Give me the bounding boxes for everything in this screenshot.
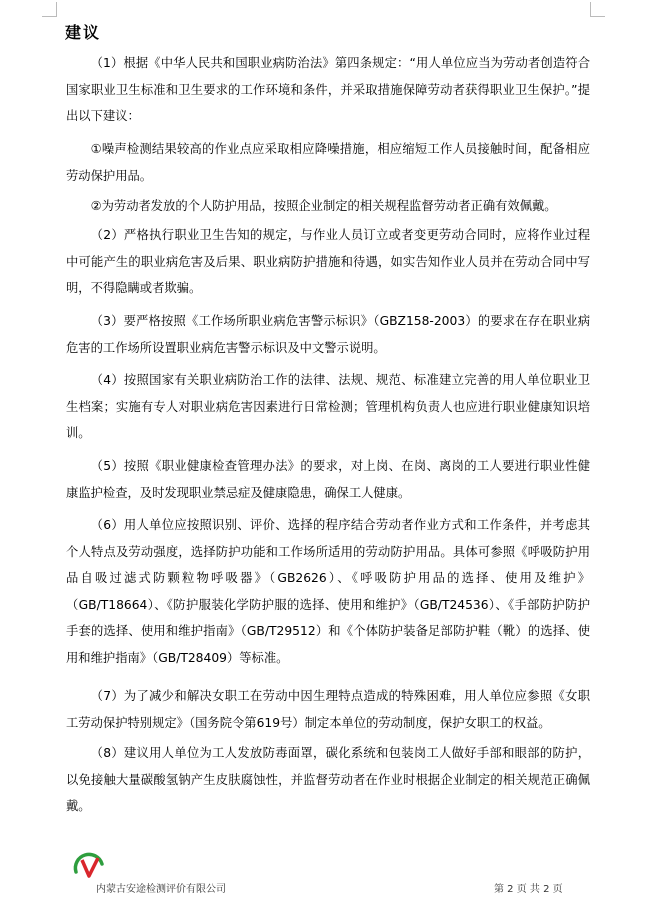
paragraph-7: （7）为了减少和解决女职工在劳动中因生理特点造成的特殊困难，用人单位应参照《女职工劳动保护特别规定》（国务院令第619号）制定本单位的劳动制度，保护女职工的权益。 xyxy=(66,689,590,730)
paragraph-1: （1）根据《中华人民共和国职业病防治法》第四条规定：“用人单位应当为劳动者创造符合国家职业卫生标准和卫生要求的工作环境和条件，并采取措施保障劳动者获得职业卫生保护。”提出以下建议： xyxy=(66,56,590,123)
page-corner-mark-right xyxy=(590,2,605,17)
section-heading: 建议 xyxy=(65,23,102,42)
page-corner-mark-left xyxy=(42,2,57,17)
company-logo-icon xyxy=(72,850,106,882)
paragraph-3: （3）要严格按照《工作场所职业病危害警示标识》（GBZ158-2003）的要求在存在职业病危害的工作场所设置职业病危害警示标识及中文警示说明。 xyxy=(66,314,590,355)
paragraph-1b: ②为劳动者发放的个人防护用品，按照企业制定的相关规程监督劳动者正确有效佩戴。 xyxy=(90,199,557,213)
paragraph-5: （5）按照《职业健康检查管理办法》的要求，对上岗、在岗、离岗的工人要进行职业性健康监护检查，及时发现职业禁忌症及健康隐患，确保工人健康。 xyxy=(66,459,590,500)
paragraph-2: （2）严格执行职业卫生告知的规定，与作业人员订立或者变更劳动合同时，应将作业过程中可能产生的职业病危害及后果、职业病防护措施和待遇，如实告知作业人员并在劳动合同中写明，不得隐瞒或者欺骗。 xyxy=(66,228,590,295)
paragraph-4: （4）按照国家有关职业病防治工作的法律、法规、规范、标准建立完善的用人单位职业卫生档案；实施有专人对职业病危害因素进行日常检测；管理机构负责人也应进行职业健康知识培训。 xyxy=(66,373,590,440)
footer-page-number: 第 2 页 共 2 页 xyxy=(494,884,563,895)
paragraph-1a: ①噪声检测结果较高的作业点应采取相应降噪措施，相应缩短工作人员接触时间，配备相应劳动保护用品。 xyxy=(66,142,590,183)
paragraph-8: （8）建议用人单位为工人发放防毒面罩，碳化系统和包装岗工人做好手部和眼部的防护，以免接触大量碳酸氢钠产生皮肤腐蚀性，并监督劳动者在作业时根据企业制定的相关规范正确佩戴。 xyxy=(66,746,590,813)
footer-company-name: 内蒙古安途检测评价有限公司 xyxy=(96,884,226,895)
paragraph-6: （6）用人单位应按照识别、评价、选择的程序结合劳动者作业方式和工作条件，并考虑其个人特点及劳动强度，选择防护功能和工作场所适用的劳动防护用品。具体可参照《呼吸防护用品自吸过滤式防颗粒物呼吸器》（GB2626）、《呼吸防护用品的选择、使用及维护》（GB/T18664）、《防护服装化学防护服的选择、使用和维护》（GB/T24536）、《手部防护防护手套的选择、使用和维护指南》（GB/T29512）和《个体防护装备足部防护鞋（靴）的选择、使用和维护指南》（GB/T28409）等标准。 xyxy=(66,518,590,665)
